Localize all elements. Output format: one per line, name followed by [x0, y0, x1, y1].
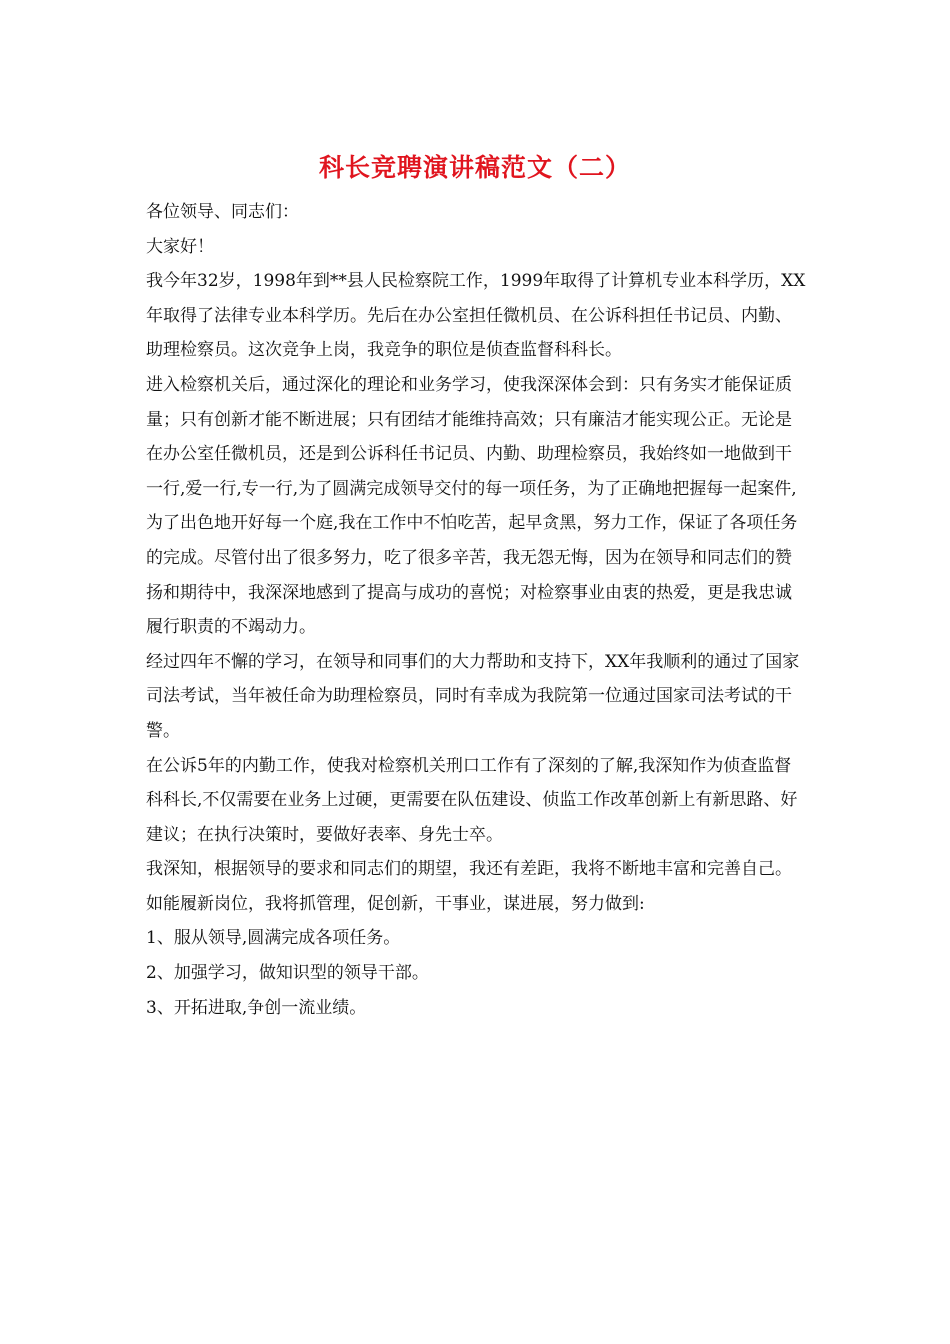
- greeting: 大家好！: [146, 236, 214, 257]
- document-title: 科长竞聘演讲稿范文（二）: [318, 153, 631, 182]
- list-item: 3、开拓进取,争创一流业绩。: [146, 997, 367, 1018]
- list-item: 1、服从领导,圆满完成各项任务。: [146, 928, 401, 949]
- salutation: 各位领导、同志们：: [146, 202, 299, 222]
- paragraph-work: 在公诉5年的内勤工作，使我对检察机关刑口工作有了深刻的了解,我深知作为侦查监督科科长,不仅需要在业务上过硬，更需要在队伍建设、侦监工作改革创新上有新思路、好建议；在执行决策时，要做好表率、身先士卒。: [146, 755, 798, 845]
- document-body: [146, 195, 806, 1025]
- list-item: 2、加强学习，做知识型的领导干部。: [146, 963, 429, 984]
- paragraph-experience: 进入检察机关后，通过深化的理论和业务学习，使我深深体会到：只有务实才能保证质量；只有创新才能不断进展；只有团结才能维持高效；只有廉洁才能实现公正。无论是在办公室任微机员，还是到公诉科任书记员、内勤、助理检察员，我始终如一地做到干一行,爱一行,专一行,为了圆满完成领导交付的每一项任务，为了正确地把握每一起案件,为了出色地开好每一个庭,我在工作中不怕吃苦，起早贪黑，努力工作，保证了各项任务的完成。尽管付出了很多努力，吃了很多辛苦，我无怨无悔，因为在领导和同志们的赞扬和期待中，我深深地感到了提高与成功的喜悦；对检察事业由衷的热爱，更是我忠诚履行职责的不竭动力。: [146, 374, 798, 638]
- paragraph-intro: 我今年32岁，1998年到**县人民检察院工作，1999年取得了计算机专业本科学历，XX年取得了法律专业本科学历。先后在办公室担任微机员、在公诉科担任书记员、内勤、助理检察员。这次竞争上岗，我竞争的职位是侦查监督科科长。: [146, 271, 806, 361]
- paragraph-exam: 经过四年不懈的学习，在领导和同事们的大力帮助和支持下，XX年我顺利的通过了国家司法考试，当年被任命为助理检察员，同时有幸成为我院第一位通过国家司法考试的干警。: [146, 651, 800, 741]
- paragraph-improve: 我深知，根据领导的要求和同志们的期望，我还有差距，我将不断地丰富和完善自己。: [146, 859, 792, 880]
- paragraph-plan: 如能履新岗位，我将抓管理，促创新，干事业，谋进展，努力做到:: [146, 893, 645, 914]
